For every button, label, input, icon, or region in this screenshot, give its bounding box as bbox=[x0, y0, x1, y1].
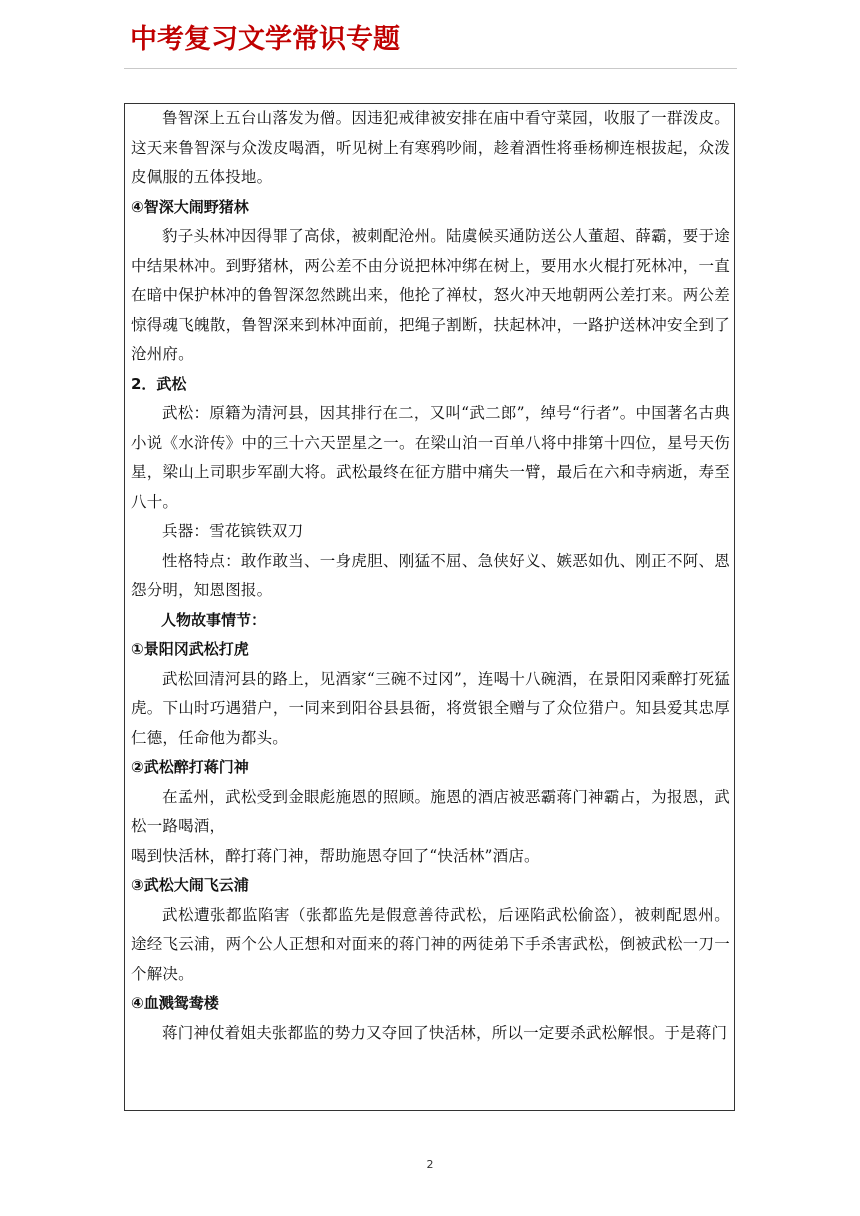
heading-yezhulin: ④智深大闹野猪林 bbox=[131, 197, 249, 216]
heading-jingyanggang: ①景阳冈武松打虎 bbox=[131, 640, 249, 658]
paragraph-yuanyanglou: 蒋门神仗着姐夫张都监的势力又夺回了快活林，所以一定要杀武松解恨。于是蒋门 bbox=[162, 1023, 728, 1042]
page-number: 2 bbox=[426, 1158, 434, 1171]
header-divider bbox=[124, 68, 737, 69]
heading-feiyunpu: ③武松大闹飞云浦 bbox=[131, 876, 249, 894]
paragraph-yezhulin: 豹子头林冲因得罪了高俅，被刺配沧州。陆虞候买通防送公人董超、薛霸，要于途中结果林冲。到野猪林，两公差不由分说把林冲绑在树上，要用水火棍打死林冲，一直在暗中保护林冲的鲁智深忽然跳出来，他抡了禅杖，怒火冲天地朝两公差打来。两公差惊得魂飞魄散，鲁智深来到林冲面前，把绳子割断，扶起林冲，一路护送林冲安全到了沧州府。 bbox=[131, 227, 730, 363]
content-table-cell bbox=[124, 103, 735, 1111]
paragraph-jiangmenshen-2: 喝到快活林，醉打蒋门神，帮助施恩夺回了“快活林”酒店。 bbox=[131, 846, 540, 865]
heading-story-plots: 人物故事情节： bbox=[161, 610, 267, 629]
heading-yuanyanglou: ④血溅鸳鸯楼 bbox=[131, 994, 219, 1012]
paragraph-jingyanggang: 武松回清河县的路上，见酒家“三碗不过冈”，连喝十八碗酒，在景阳冈乘醉打死猛虎。下山时巧遇猎户，一同来到阳谷县县衙，将赏银全赠与了众位猎户。知县爱其忠厚仁德，任命他为都头。 bbox=[131, 669, 730, 747]
paragraph-personality: 性格特点：敢作敢当、一身虎胆、刚猛不屈、急侠好义、嫉恶如仇、刚正不阿、恩怨分明，知恩图报。 bbox=[131, 551, 730, 599]
paragraph-jiangmenshen-1: 在孟州，武松受到金眼彪施恩的照顾。施恩的酒店被恶霸蒋门神霸占，为报恩，武松一路喝酒， bbox=[131, 787, 730, 835]
paragraph-feiyunpu: 武松遭张都监陷害（张都监先是假意善待武松，后诬陷武松偷盗），被刺配恩州。途经飞云浦，两个公人正想和对面来的蒋门神的两徒弟下手杀害武松，倒被武松一刀一个解决。 bbox=[131, 905, 730, 983]
content-body bbox=[131, 104, 730, 1048]
heading-jiangmenshen: ②武松醉打蒋门神 bbox=[131, 758, 249, 776]
paragraph-weapon: 兵器：雪花镔铁双刀 bbox=[162, 522, 304, 540]
paragraph-wusong-intro: 武松：原籍为清河县，因其排行在二，又叫“武二郎”，绰号“行者”。中国著名古典小说《水浒传》中的三十六天罡星之一。在梁山泊一百单八将中排第十四位，星号天伤星，梁山上司职步军副大将。武松最终在征方腊中痛失一臂，最后在六和寺病逝，寿至八十。 bbox=[131, 404, 730, 511]
page-header-title: 中考复习文学常识专题 bbox=[130, 24, 400, 55]
paragraph-luzhishen-wutaishan: 鲁智深上五台山落发为僧。因违犯戒律被安排在庙中看守菜园，收服了一群泼皮。这天来鲁智深与众泼皮喝酒，听见树上有寒鸦吵闹，趁着酒性将垂杨柳连根拔起，众泼皮佩服的五体投地。 bbox=[131, 109, 730, 186]
heading-wusong: 2．武松 bbox=[131, 374, 187, 393]
